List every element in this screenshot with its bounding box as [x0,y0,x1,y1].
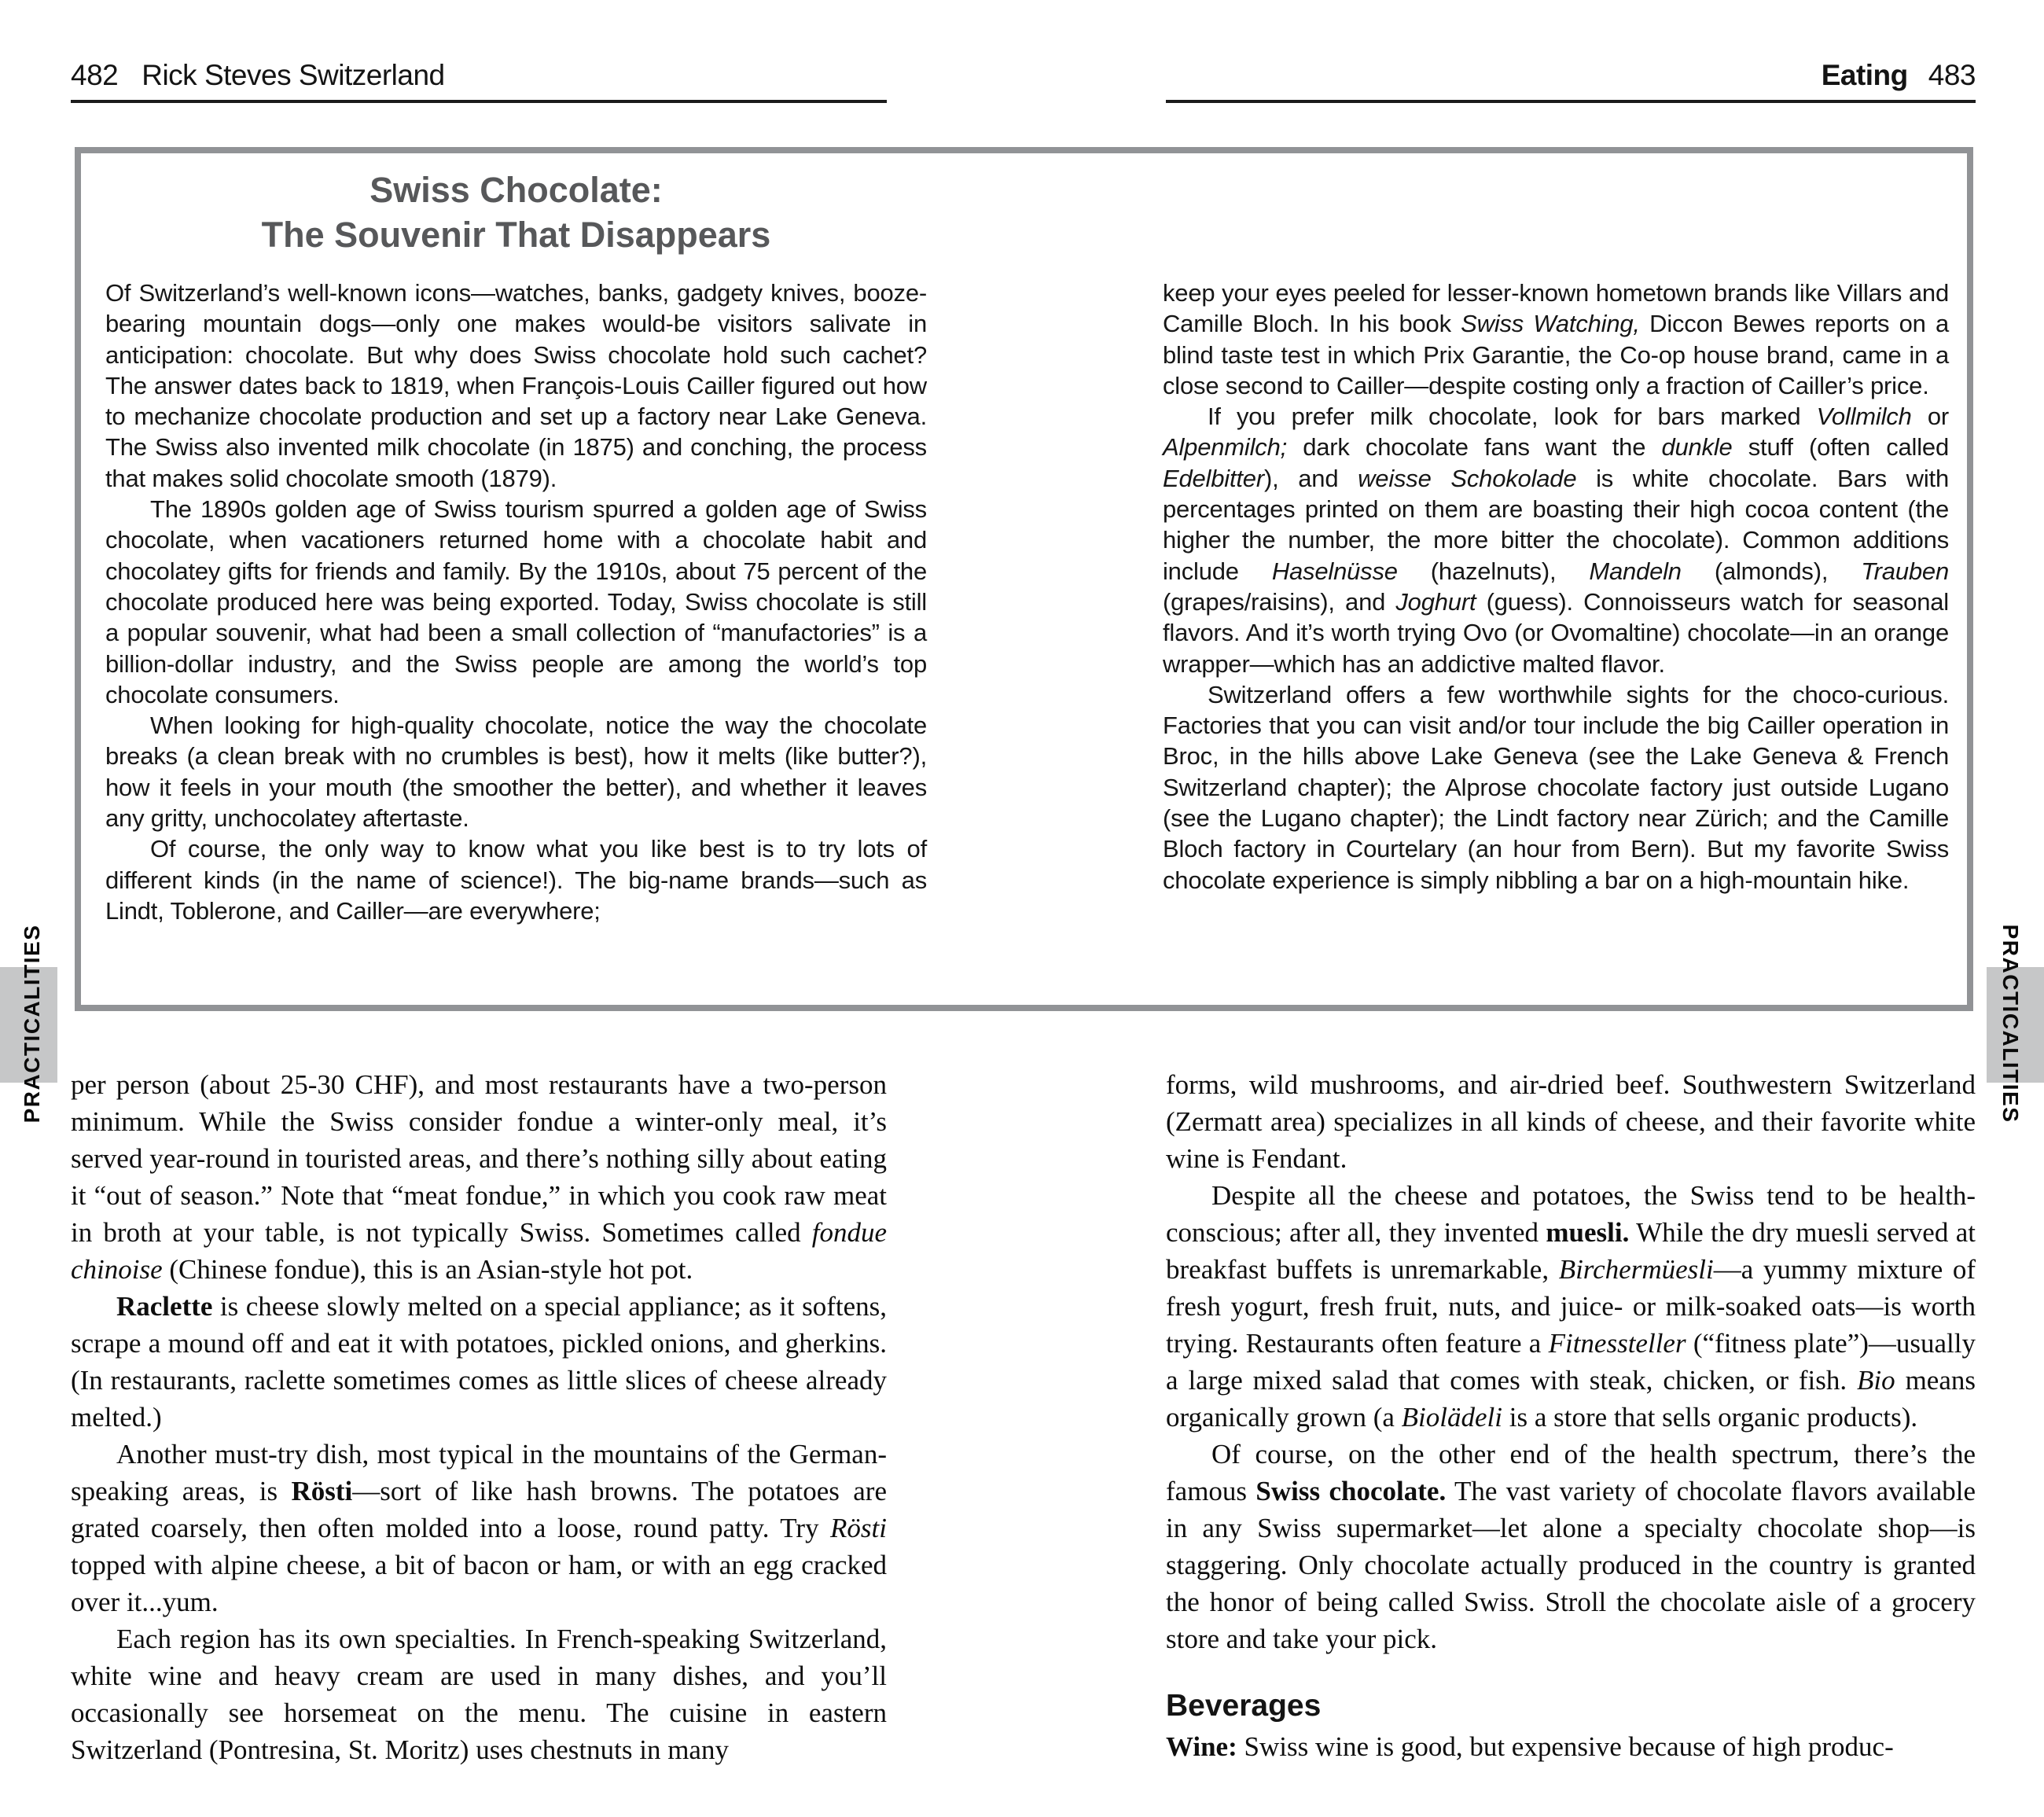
paragraph: per person (about 25-30 CHF), and most restaurants have a two-person minimum. While the Swiss consider fondue a winter-only meal, it’s served year-round in touristed areas, and there’s nothing silly about eating it “out of season.” Note that “meat fondue,” in which you cook raw meat in broth at your table, is not typically Swiss. Sometimes called fondue chinoise (Chinese fondue), this is an Asian-style hot pot. [71,1069,887,1285]
margin-tab-label-left: PRACTICALITIES [20,924,44,1124]
margin-tab-label-right: PRACTICALITIES [1998,924,2023,1124]
paragraph: Raclette is cheese slowly melted on a special appliance; as it softens, scrape a mound off and eat it with potatoes, pickled onions, and gherkins. (In restaurants, raclette sometimes comes as little slices of cheese already melted.) [71,1291,887,1433]
sidebar-box-column-right [1163,278,1949,896]
sidebar-box-column-left [105,278,927,926]
paragraph: When looking for high-quality chocolate, notice the way the chocolate breaks (a clean break with no crumbles is best), how it melts (like butter?), how it feels in your mouth (the smoother the better), and whether it leaves any gritty, unchocolatey aftertaste. [105,712,927,833]
sidebar-box-title [105,167,927,257]
paragraph: forms, wild mushrooms, and air-dried beef. Southwestern Switzerland (Zermatt area) specializes in all kinds of cheese, and their favorite white wine is Fendant. [1166,1069,1976,1174]
beverages-heading: Beverages [1166,1689,1322,1723]
paragraph: Switzerland offers a few worthwhile sights for the choco-curious. Factories that you can visit and/or tour include the big Cailler operation in Broc, in the hills above Lake Geneva (see the Lake Geneva & French Switzerland chapter); the Alprose chocolate factory just outside Lugano (see the Lugano chapter); the Lindt factory near Zürich; and the Camille Bloch factory in Courtelary (an hour from Bern). But my favorite Swiss chocolate experience is simply nibbling a bar on a high-mountain hike. [1163,680,1949,894]
paragraph: Despite all the cheese and potatoes, the Swiss tend to be health-conscious; after all, they invented muesli. While the dry muesli served at breakfast buffets is unremarkable, Birchermüesli—a yummy mixture of fresh yogurt, fresh fruit, nuts, and juice- or milk-soaked oats—is worth trying. Restaurants often feature a Fitnessteller (“fitness plate”)—usually a large mixed salad that comes with steak, chicken, or fish. Bio means organically grown (a Biolädeli is a store that sells organic products). [1166,1180,1976,1433]
paragraph: The 1890s golden age of Swiss tourism spurred a golden age of Swiss chocolate, when vacationers returned home with a chocolate habit and chocolatey gifts for friends and family. By the 1910s, about 75 percent of the chocolate produced here was being exported. Today, Swiss chocolate is still a popular souvenir, what had been a small collection of “manufactories” is a billion-dollar industry, and the Swiss people are among the world’s top chocolate consumers. [105,495,927,708]
section-title: Eating [1821,59,1908,91]
paragraph: keep your eyes peeled for lesser-known hometown brands like Villars and Camille Bloch. In his book Swiss Watching, Diccon Bewes reports on a blind taste test in which Prix Garantie, the Co-op house brand, came in a close second to Cailler—despite costing only a fraction of Cailler’s price. [1163,279,1949,399]
body-column-right-paragraphs [1166,1066,1976,1657]
body-column-left [71,1066,887,1768]
page-number-left: 482 [71,59,119,91]
paragraph: Of course, the only way to know what you like best is to try lots of different kinds (in the name of science!). The big-name brands—such as Lindt, Toblerone, and Cailler—are everywhere; [105,835,927,925]
header-rule-right [1166,100,1976,103]
page-number-right: 483 [1928,59,1976,91]
paragraph: Of course, on the other end of the health spectrum, there’s the famous Swiss chocolate. The vast variety of chocolate flavors available in any Swiss supermarket—let alone a specialty chocolate shop—is staggering. Only chocolate actually produced in the country is granted the honor of being called Swiss. Stroll the chocolate aisle of a grocery store and take your pick. [1166,1439,1976,1654]
running-head-right [1822,60,1976,91]
paragraph: Of Switzerland’s well-known icons—watches, banks, gadgety knives, booze-bearing mountain dogs—only one makes would-be visitors salivate in anticipation: chocolate. But why does Swiss chocolate hold such cachet? The answer dates back to 1819, when François-Louis Cailler figured out how to mechanize chocolate production and set up a factory near Lake Geneva. The Swiss also invented milk chocolate (in 1875) and conching, the process that makes solid chocolate smooth (1879). [105,279,927,492]
header-rule-left [71,100,887,103]
paragraph: If you prefer milk chocolate, look for bars marked Vollmilch or Alpenmilch; dark chocolate fans want the dunkle stuff (often called Edelbitter), and weisse Schokolade is white chocolate. Bars with percentages printed on them are boasting their high cocoa content (the higher the number, the more bitter the chocolate). Common additions include Haselnüsse (hazelnuts), Mandeln (almonds), Trauben (grapes/raisins), and Joghurt (guess). Connoisseurs watch for seasonal flavors. And it’s worth trying Ovo (or Ovomaltine) chocolate—in an orange wrapper—which has an addictive malted flavor. [1163,403,1950,678]
paragraph: Each region has its own specialties. In French-speaking Switzerland, white wine and heavy cream are used in many dishes, and you’ll occasionally see horsemeat on the menu. The cuisine in eastern Switzerland (Pontresina, St. Moritz) uses chestnuts in many [71,1624,887,1765]
sidebar-box-swiss-chocolate [75,147,1973,1011]
body-column-right-after-heading [1166,1728,1976,1765]
paragraph: Wine: Swiss wine is good, but expensive because of high produc- [1166,1731,1894,1762]
paragraph: Another must-try dish, most typical in the mountains of the German-speaking areas, is Rösti—sort of like hash browns. The potatoes are grated coarsely, then often molded into a loose, round patty. Try Rösti topped with alpine cheese, a bit of bacon or ham, or with an egg cracked over it...yum. [71,1439,887,1617]
running-head-left [71,60,445,91]
sidebar-box-title-line2: The Souvenir That Disappears [261,215,771,255]
sidebar-box-title-line1: Swiss Chocolate: [369,170,663,210]
body-column-right [1166,1066,1976,1765]
book-title: Rick Steves Switzerland [142,59,445,91]
